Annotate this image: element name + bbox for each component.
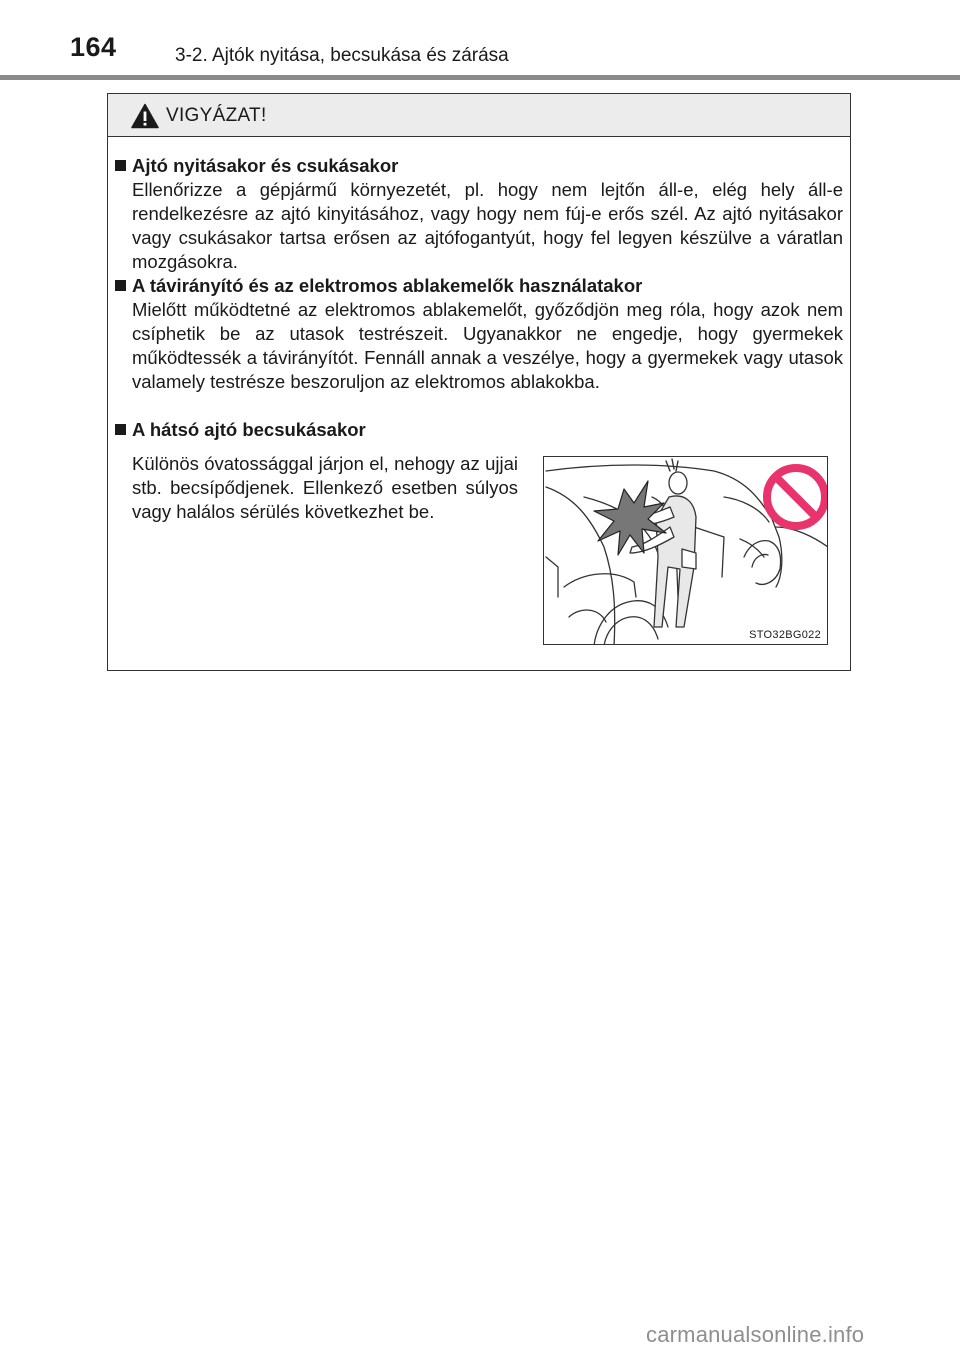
warning-item-back-door — [115, 418, 843, 442]
warning-label: VIGYÁZAT! — [166, 105, 267, 126]
header-divider — [0, 75, 960, 80]
door-pinch-drawing — [544, 457, 828, 645]
warning-item-title-text: A távirányító és az elektromos ablakemelők használatakor — [132, 275, 643, 296]
warning-item-body: Különös óvatossággal járjon el, nehogy az ujjai stb. becsípődjenek. Ellenkező esetben súlyos vagy halálos sérülés következhet be. — [132, 453, 518, 522]
prohibition-icon — [767, 468, 825, 526]
warning-item-body: Ellenőrizze a gépjármű környezetét, pl. hogy nem lejtőn áll-e, elég hely áll-e rendelkezésre az ajtó kinyitásához, vagy hogy nem fúj-e erős szél. Az ajtó nyitásakor vagy csukásakor tartsa erősen az ajtófogantyút, hogy fel legyen készülve a váratlan mozgásokra. — [132, 179, 843, 272]
square-bullet-icon — [115, 424, 126, 435]
warning-item-title-text: A hátsó ajtó becsukásakor — [132, 419, 366, 440]
warning-triangle-icon — [131, 103, 159, 129]
warning-item-title — [115, 418, 843, 442]
warning-item-title — [115, 274, 843, 298]
illustration-door-pinch — [543, 456, 828, 645]
page-number: 164 — [70, 32, 117, 62]
warning-item-title-text: Ajtó nyitásakor és csukásakor — [132, 155, 399, 176]
watermark: carmanualsonline.info — [646, 1322, 865, 1347]
warning-item-title — [115, 154, 843, 178]
warning-item-body: Mielőtt működtetné az elektromos ablakemelőt, győződjön meg róla, hogy azok nem csíphetik be az utasok testrészeit. Ugyanakkor ne engedje, hogy gyermekek működtessék a távirányítót. Fennáll annak a veszélye, hogy a gyermekek vagy utasok valamely testrésze beszoruljon az elektromos ablakokba. — [132, 299, 843, 392]
square-bullet-icon — [115, 160, 126, 171]
warning-header — [108, 94, 850, 137]
square-bullet-icon — [115, 280, 126, 291]
section-title: 3-2. Ajtók nyitása, becsukása és zárása — [175, 45, 509, 66]
illustration-code: STO32BG022 — [749, 629, 821, 641]
page-header — [0, 0, 960, 80]
warning-item-door — [115, 154, 843, 274]
warning-item-remote — [115, 274, 843, 394]
warning-box — [107, 93, 851, 671]
